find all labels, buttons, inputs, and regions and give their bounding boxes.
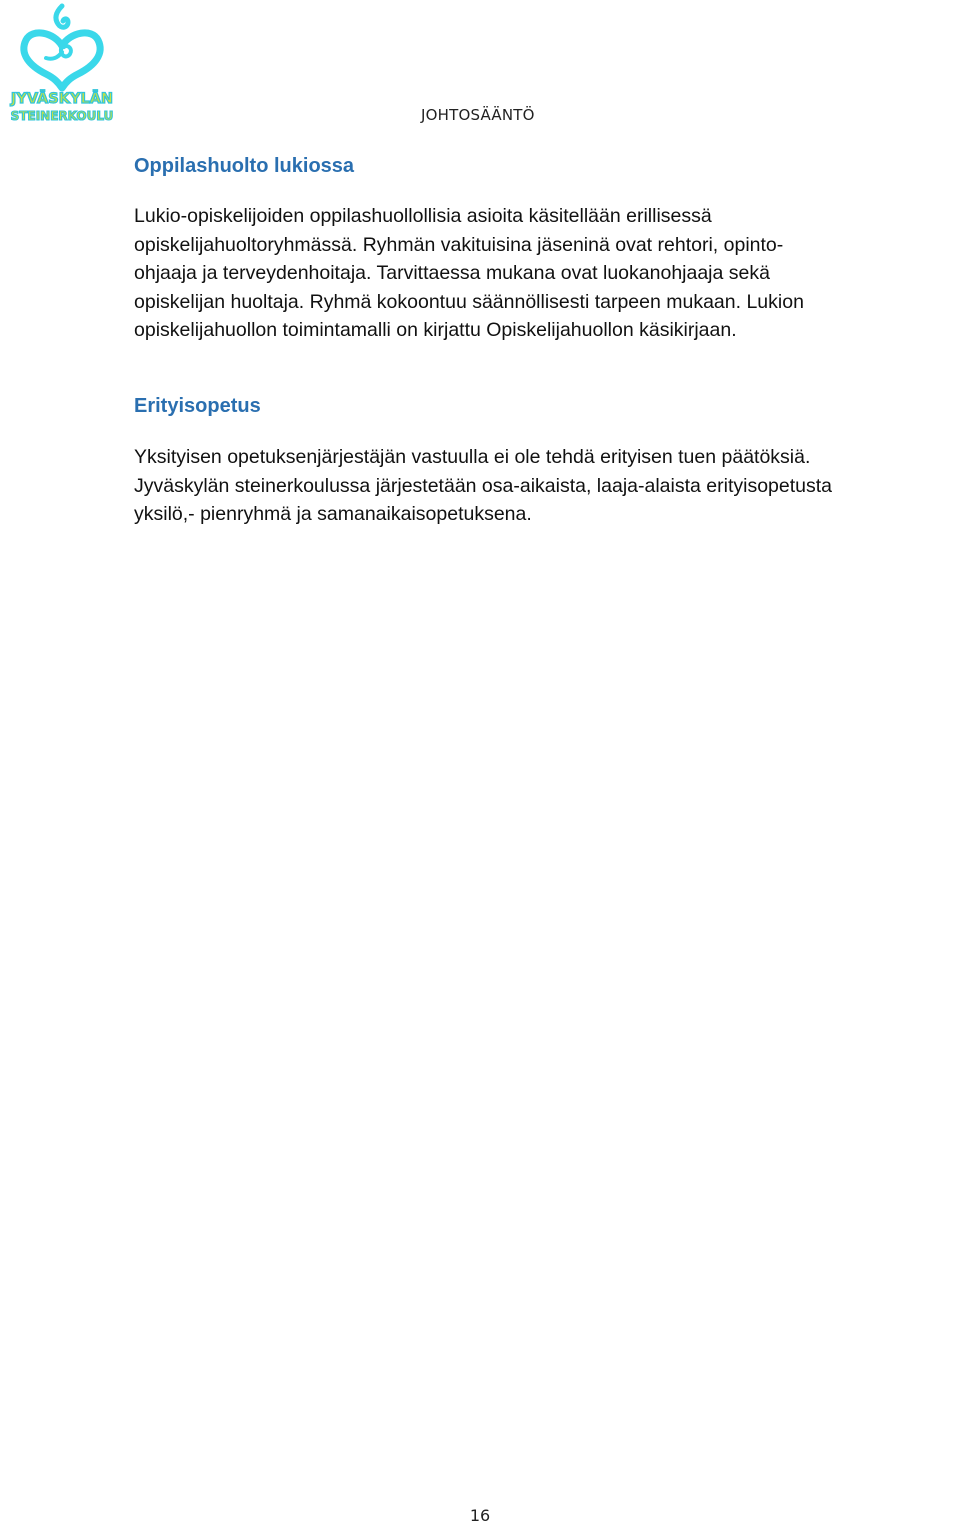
body-line: ohjaaja ja terveydenhoitaja. Tarvittaessa mukana ovat luokanohjaaja sekä [134,262,770,284]
section-heading-erityisopetus: Erityisopetus [134,395,261,417]
document-header-label: JOHTOSÄÄNTÖ [421,106,535,124]
section-body-erityisopetus [134,443,954,529]
page-number: 16 [469,1506,491,1525]
body-line: opiskelijahuoltoryhmässä. Ryhmän vakituisina jäseninä ovat rehtori, opinto- [134,233,784,256]
body-line: Jyväskylän steinerkoulussa järjestetään osa-aikaista, laaja-alaista erityisopetusta [134,474,833,497]
school-logo [6,2,118,126]
logo-text-line2: STEINERKOULU [10,109,114,123]
heart-flame-logo-icon [6,2,118,126]
logo-text-line1: JYVÄSKYLÄN [10,91,114,107]
body-line: opiskelijan huoltaja. Ryhmä kokoontuu säännöllisesti tarpeen mukaan. Lukion [134,290,804,313]
body-line: yksilö,- pienryhmä ja samanaikaisopetuksena. [134,503,532,525]
body-line: Lukio-opiskelijoiden oppilashuollollisia asioita käsitellään erillisessä [134,205,712,227]
body-line: opiskelijahuollon toimintamalli on kirjattu Opiskelijahuollon käsikirjaan. [134,319,737,341]
section-heading-oppilashuolto: Oppilashuolto lukiossa [134,155,355,177]
body-line: Yksityisen opetuksenjärjestäjän vastuulla ei ole tehdä erityisen tuen päätöksiä. [134,446,811,468]
section-body-oppilashuolto [134,202,954,345]
